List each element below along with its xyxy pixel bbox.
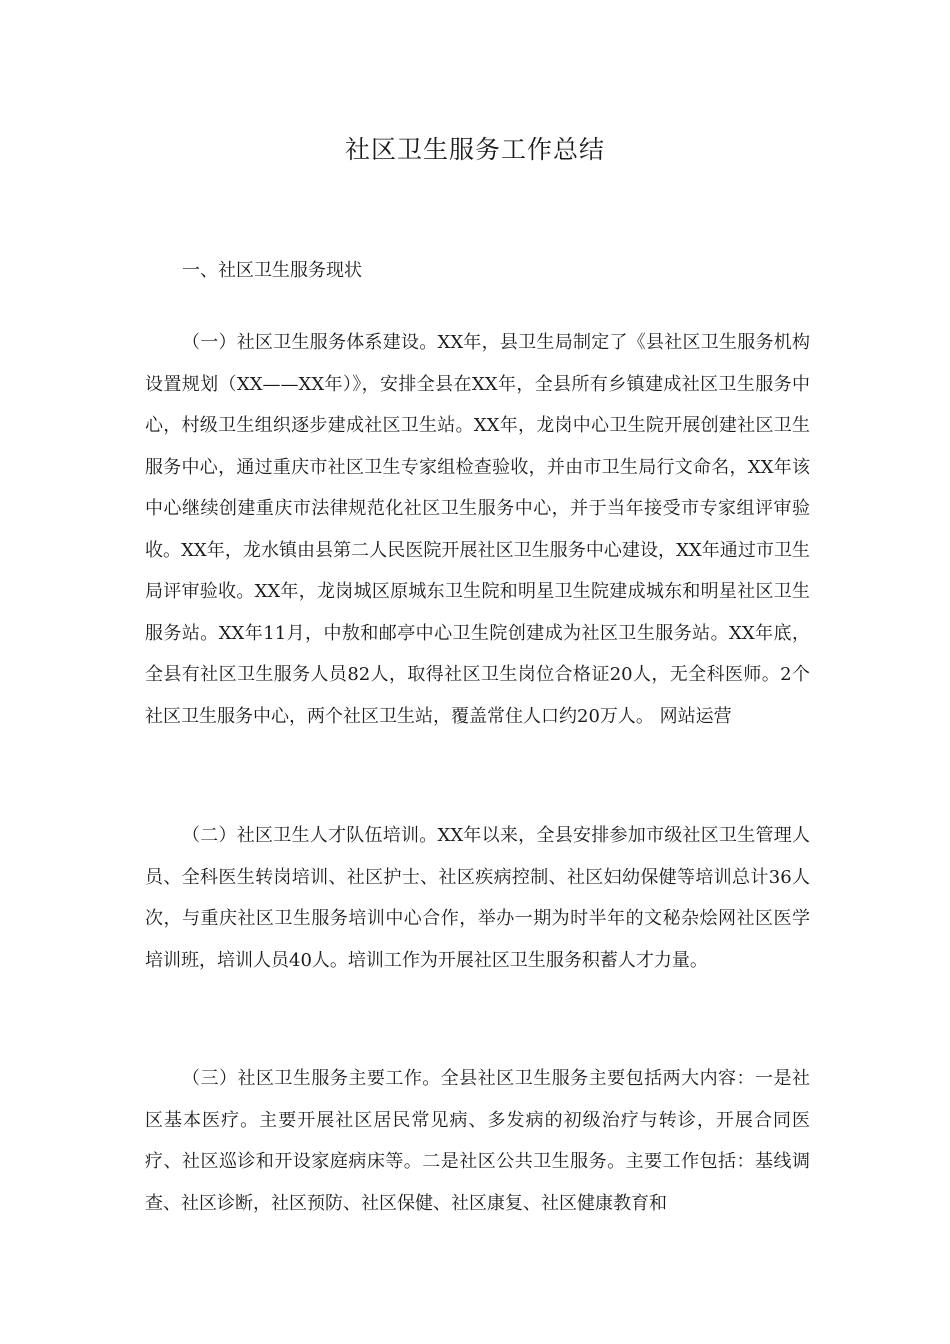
document-title: 社区卫生服务工作总结 bbox=[344, 135, 605, 164]
section-heading: 一、社区卫生服务现状 bbox=[182, 260, 362, 281]
paragraph-system-construction: （一）社区卫生服务体系建设。XX年，县卫生局制定了《县社区卫生服务机构设置规划（XX——XX年）》，安排全县在XX年，全县所有乡镇建成社区卫生服务中心，村级卫生组织逐步建成社区卫生站。XX年，龙岗中心卫生院开展创建社区卫生服务中心，通过重庆市社区卫生专家组检查验收，并由市卫生局行文命名，XX年该中心继续创建重庆市法律规范化社区卫生服务中心，并于当年接受市专家组评审验收。XX年，龙水镇由县第二人民医院开展社区卫生服务中心建设，XX年通过市卫生局评审验收。XX年，龙岗城区原城东卫生院和明星卫生院建成城东和明星社区卫生服务站。XX年11月，中敖和邮亭中心卫生院创建成为社区卫生服务站。XX年底，全县有社区卫生服务人员82人，取得社区卫生岗位合格证20人，无全科医师。2个社区卫生服务中心，两个社区卫生站，覆盖常住人口约20万人。 网站运营 bbox=[145, 332, 810, 727]
paragraph-talent-training: （二）社区卫生人才队伍培训。XX年以来，全县安排参加市级社区卫生管理人员、全科医生转岗培训、社区护士、社区疾病控制、社区妇幼保健等培训总计36人次，与重庆社区卫生服务培训中心合作，举办一期为时半年的文秘杂烩网社区医学培训班，培训人员40人。培训工作为开展社区卫生服务积蓄人才力量。 bbox=[145, 825, 810, 971]
paragraph-main-work: （三）社区卫生服务主要工作。全县社区卫生服务主要包括两大内容：一是社区基本医疗。主要开展社区居民常见病、多发病的初级治疗与转诊，开展合同医疗、社区巡诊和开设家庭病床等。二是社区公共卫生服务。主要工作包括：基线调查、社区诊断，社区预防、社区保健、社区康复、社区健康教育和 bbox=[145, 1068, 810, 1214]
